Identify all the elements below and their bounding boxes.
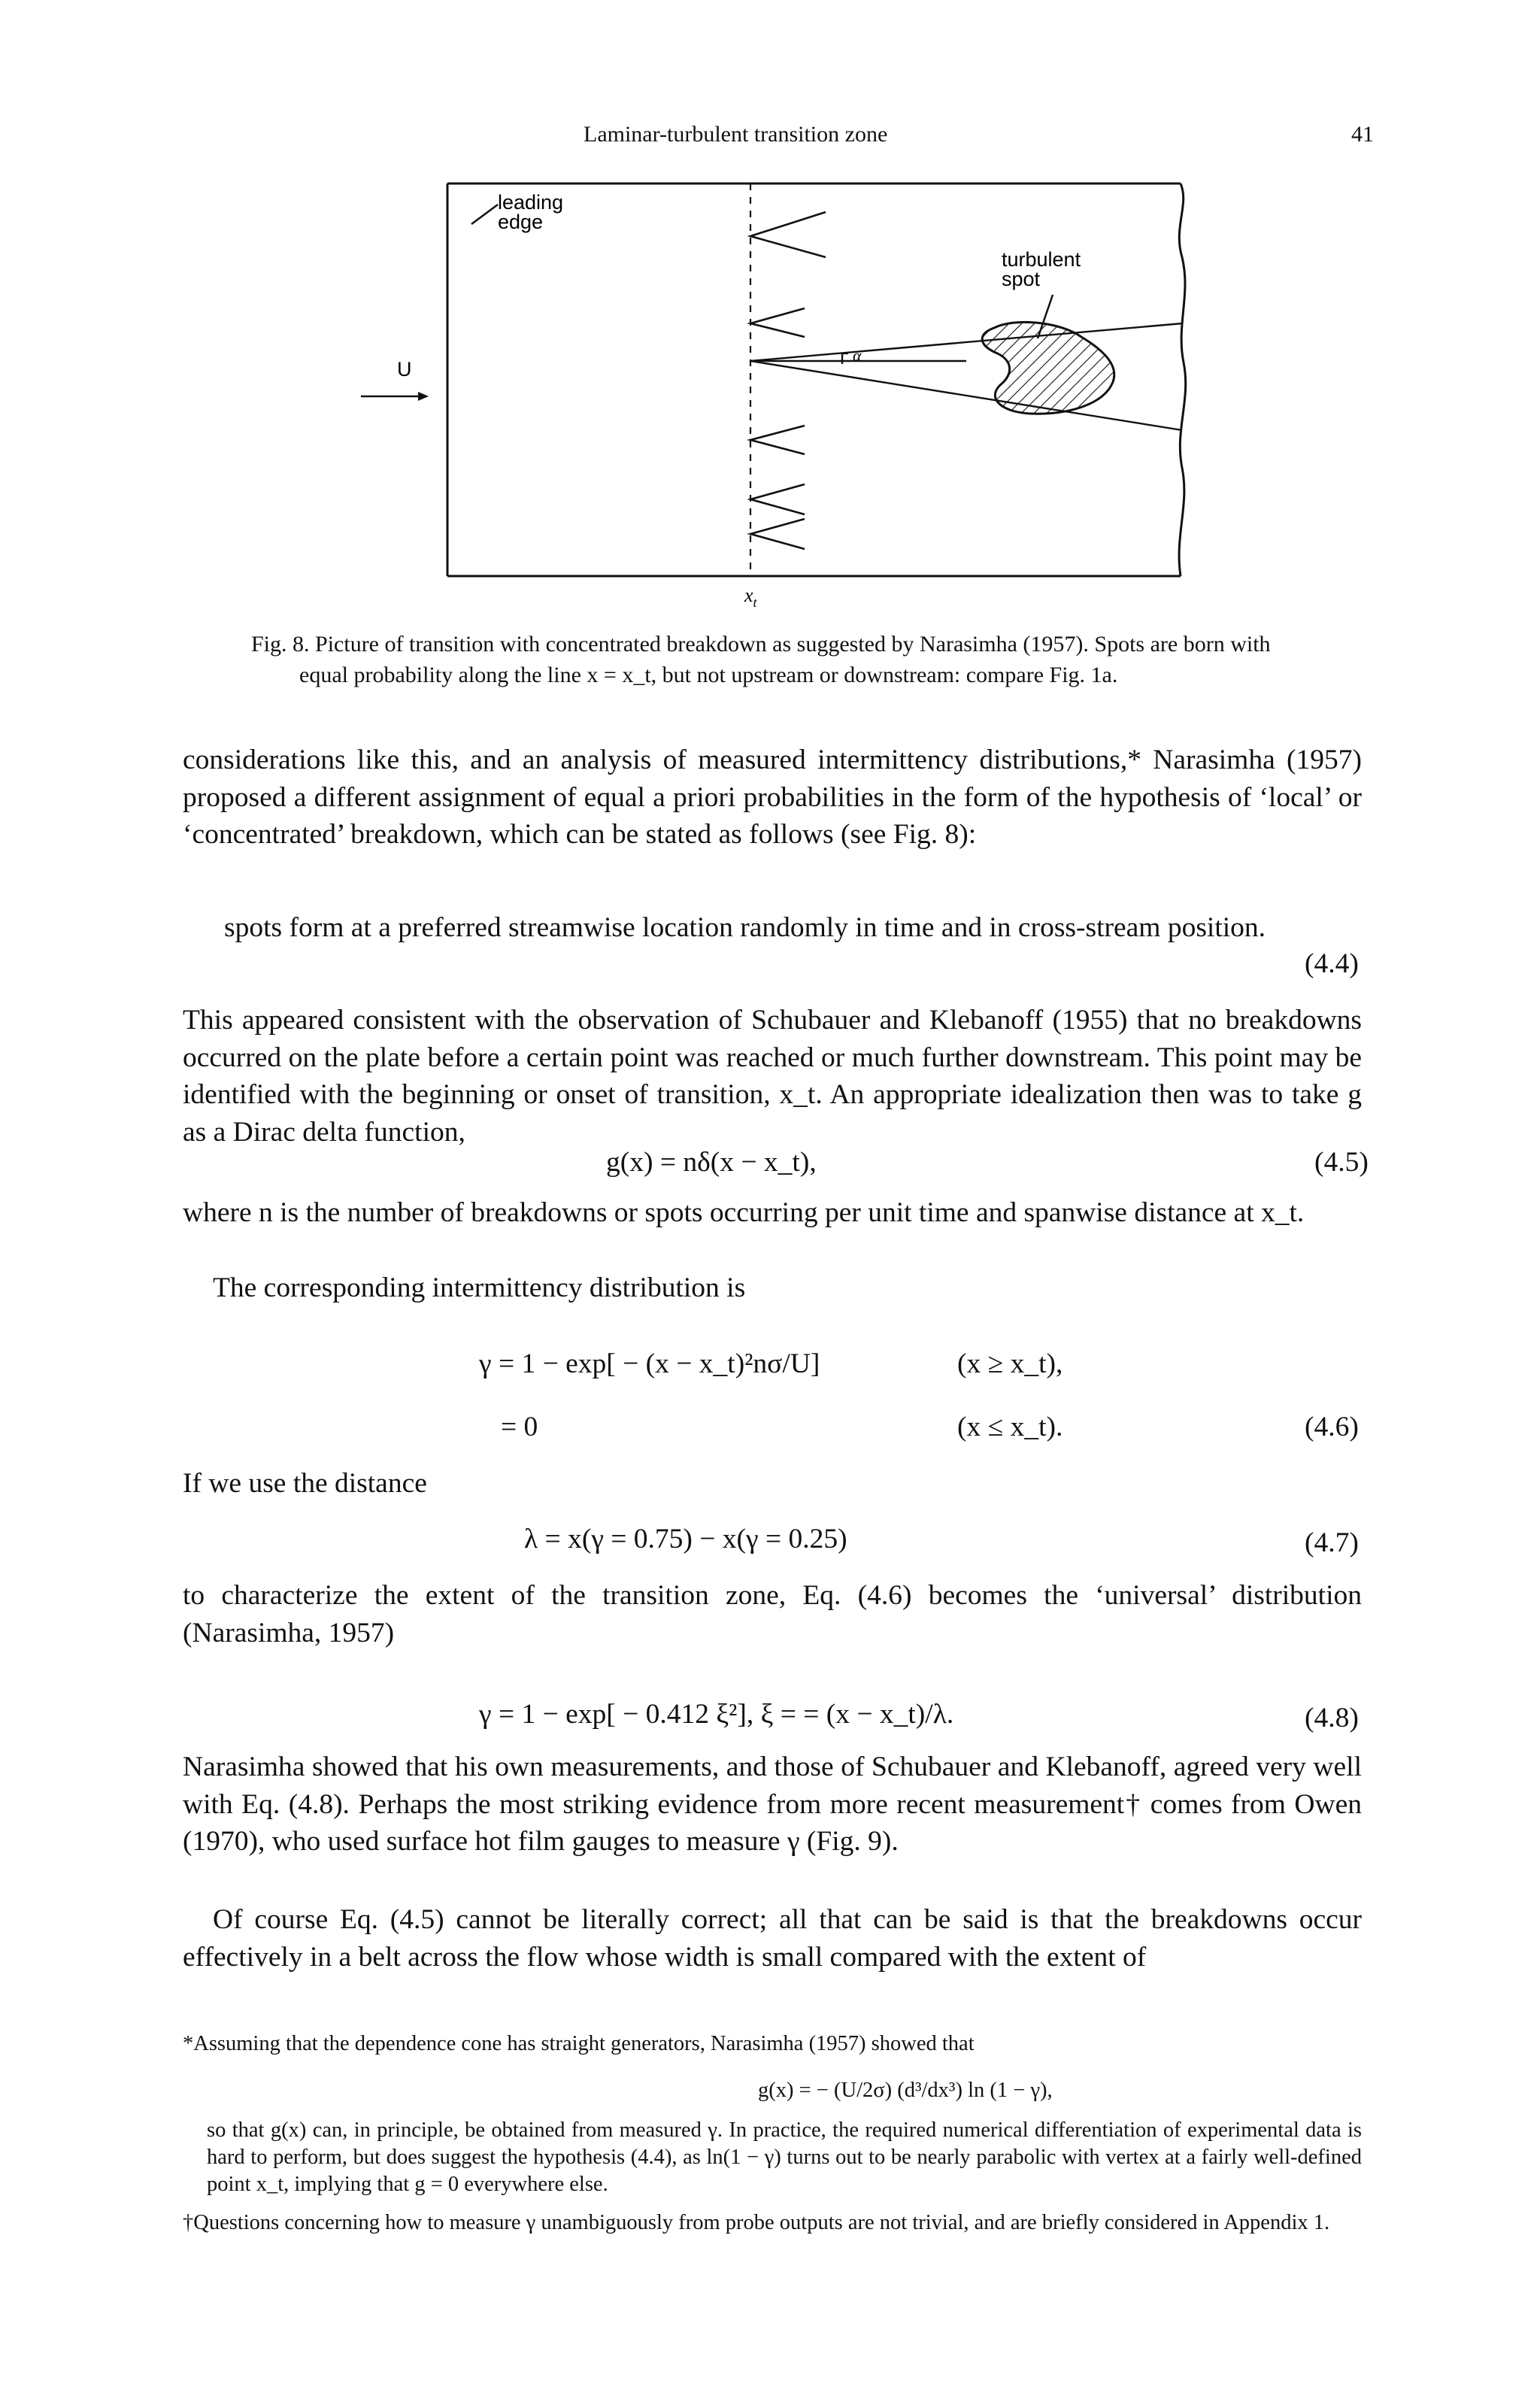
equation-4-6-condition-1: (x ≥ x_t), bbox=[957, 1348, 1063, 1379]
turbulent-spot-label-1: turbulent bbox=[1002, 248, 1081, 271]
leading-edge-label-1: leading bbox=[498, 191, 564, 214]
eq-4-6-number: (4.6) bbox=[1305, 1412, 1359, 1442]
flow-arrow bbox=[361, 392, 429, 401]
caption-line-1: Fig. 8. Picture of transition with concentrated breakdown as suggested by Narasimha (1957). Spots are born with bbox=[251, 632, 1271, 657]
hypothesis-4-4: spots form at a preferred streamwise location randomly in time and in cross-stream position. bbox=[224, 912, 1266, 943]
eq-4-5-number: (4.5) bbox=[1314, 1147, 1369, 1178]
turbulent-spot-label-2: spot bbox=[1002, 268, 1041, 290]
leading-edge-pointer bbox=[471, 205, 498, 224]
paragraph-1: considerations like this, and an analysis of measured intermittency distributions,* Narasimha (1957) proposed a different assignment of equal a priori probabilities in the form of the hypothesis of ‘local’ or ‘concentrated’ breakdown, which can be stated as follows (see Fig. 8): bbox=[183, 745, 1362, 850]
equation-4-6-condition-2: (x ≤ x_t). bbox=[957, 1412, 1063, 1442]
equation-4-5: g(x) = nδ(x − x_t), bbox=[606, 1147, 817, 1178]
paragraph-3: where n is the number of breakdowns or spots occurring per unit time and spanwise distance at x_t. bbox=[183, 1197, 1305, 1228]
equation-4-6-line-1: γ = 1 − exp[ − (x − x_t)²nσ/U] bbox=[479, 1348, 820, 1379]
paragraph-5: If we use the distance bbox=[183, 1468, 427, 1499]
paragraph-4: The corresponding intermittency distribution is bbox=[213, 1272, 746, 1303]
turbulent-spot bbox=[982, 322, 1114, 414]
caption-line-2: equal probability along the line x = x_t, but not upstream or downstream: compare Fig. 1a. bbox=[299, 663, 1118, 687]
footnote-2 bbox=[183, 2209, 1362, 2237]
equation-4-7: λ = x(γ = 0.75) − x(γ = 0.25) bbox=[524, 1524, 847, 1554]
eq-4-4-number: (4.4) bbox=[1305, 948, 1359, 979]
equation-4-8: γ = 1 − exp[ − 0.412 ξ²], ξ = = (x − x_t)/λ. bbox=[479, 1699, 954, 1730]
paragraph-8: Of course Eq. (4.5) cannot be literally correct; all that can be said is that the breakdowns occur effectively in a belt across the flow whose width is small compared with the extent of bbox=[183, 1904, 1362, 1973]
footnote-1-equation: g(x) = − (U/2σ) (d³/dx³) ln (1 − γ), bbox=[758, 2079, 1053, 2102]
leading-edge-label-2: edge bbox=[498, 211, 544, 233]
figure-caption bbox=[251, 629, 1354, 690]
xt-label: $x_t$ bbox=[744, 584, 757, 610]
page-number: 41 bbox=[1351, 122, 1374, 147]
footnote-1-intro: *Assuming that the dependence cone has straight generators, Narasimha (1957) showed that bbox=[183, 2032, 975, 2055]
footnote-2-text: †Questions concerning how to measure γ unambiguously from probe outputs are not trivial, and are briefly considered in Appendix 1. bbox=[183, 2211, 1330, 2234]
running-title: Laminar-turbulent transition zone bbox=[584, 122, 888, 147]
spot-wedges bbox=[750, 212, 826, 549]
equation-4-6-line-2: = 0 bbox=[501, 1412, 538, 1442]
paragraph-2: This appeared consistent with the observation of Schubauer and Klebanoff (1955) that no breakdowns occurred on the plate before a certain point was reached or much further downstream. This point may be identified with the beginning or onset of transition, x_t. An appropriate idealization then was to take g as a Dirac delta function, bbox=[183, 1005, 1362, 1148]
eq-4-7-number: (4.7) bbox=[1305, 1527, 1359, 1558]
spread-angle-alpha: α bbox=[853, 346, 862, 365]
flow-velocity-label: U bbox=[397, 358, 412, 381]
figure-8 bbox=[353, 174, 1241, 611]
spread-cone bbox=[750, 323, 1183, 430]
paragraph-6: to characterize the extent of the transition zone, Eq. (4.6) becomes the ‘universal’ distribution (Narasimha, 1957) bbox=[183, 1580, 1362, 1648]
footnote-1-body: so that g(x) can, in principle, be obtained from measured γ. In practice, the required numerical differentiation of experimental data is hard to perform, but does suggest the hypothesis (4.4), as ln(1 − γ) turns out to be nearly parabolic with vertex at a fairly well-defined point x_t, implying that g = 0 everywhere else. bbox=[207, 2118, 1362, 2196]
paragraph-7: Narasimha showed that his own measurements, and those of Schubauer and Klebanoff, agreed very well with Eq. (4.8). Perhaps the most striking evidence from more recent measurement† comes from Owen (1970), who used surface hot film gauges to measure γ (Fig. 9). bbox=[183, 1751, 1362, 1857]
eq-4-8-number: (4.8) bbox=[1305, 1703, 1359, 1733]
